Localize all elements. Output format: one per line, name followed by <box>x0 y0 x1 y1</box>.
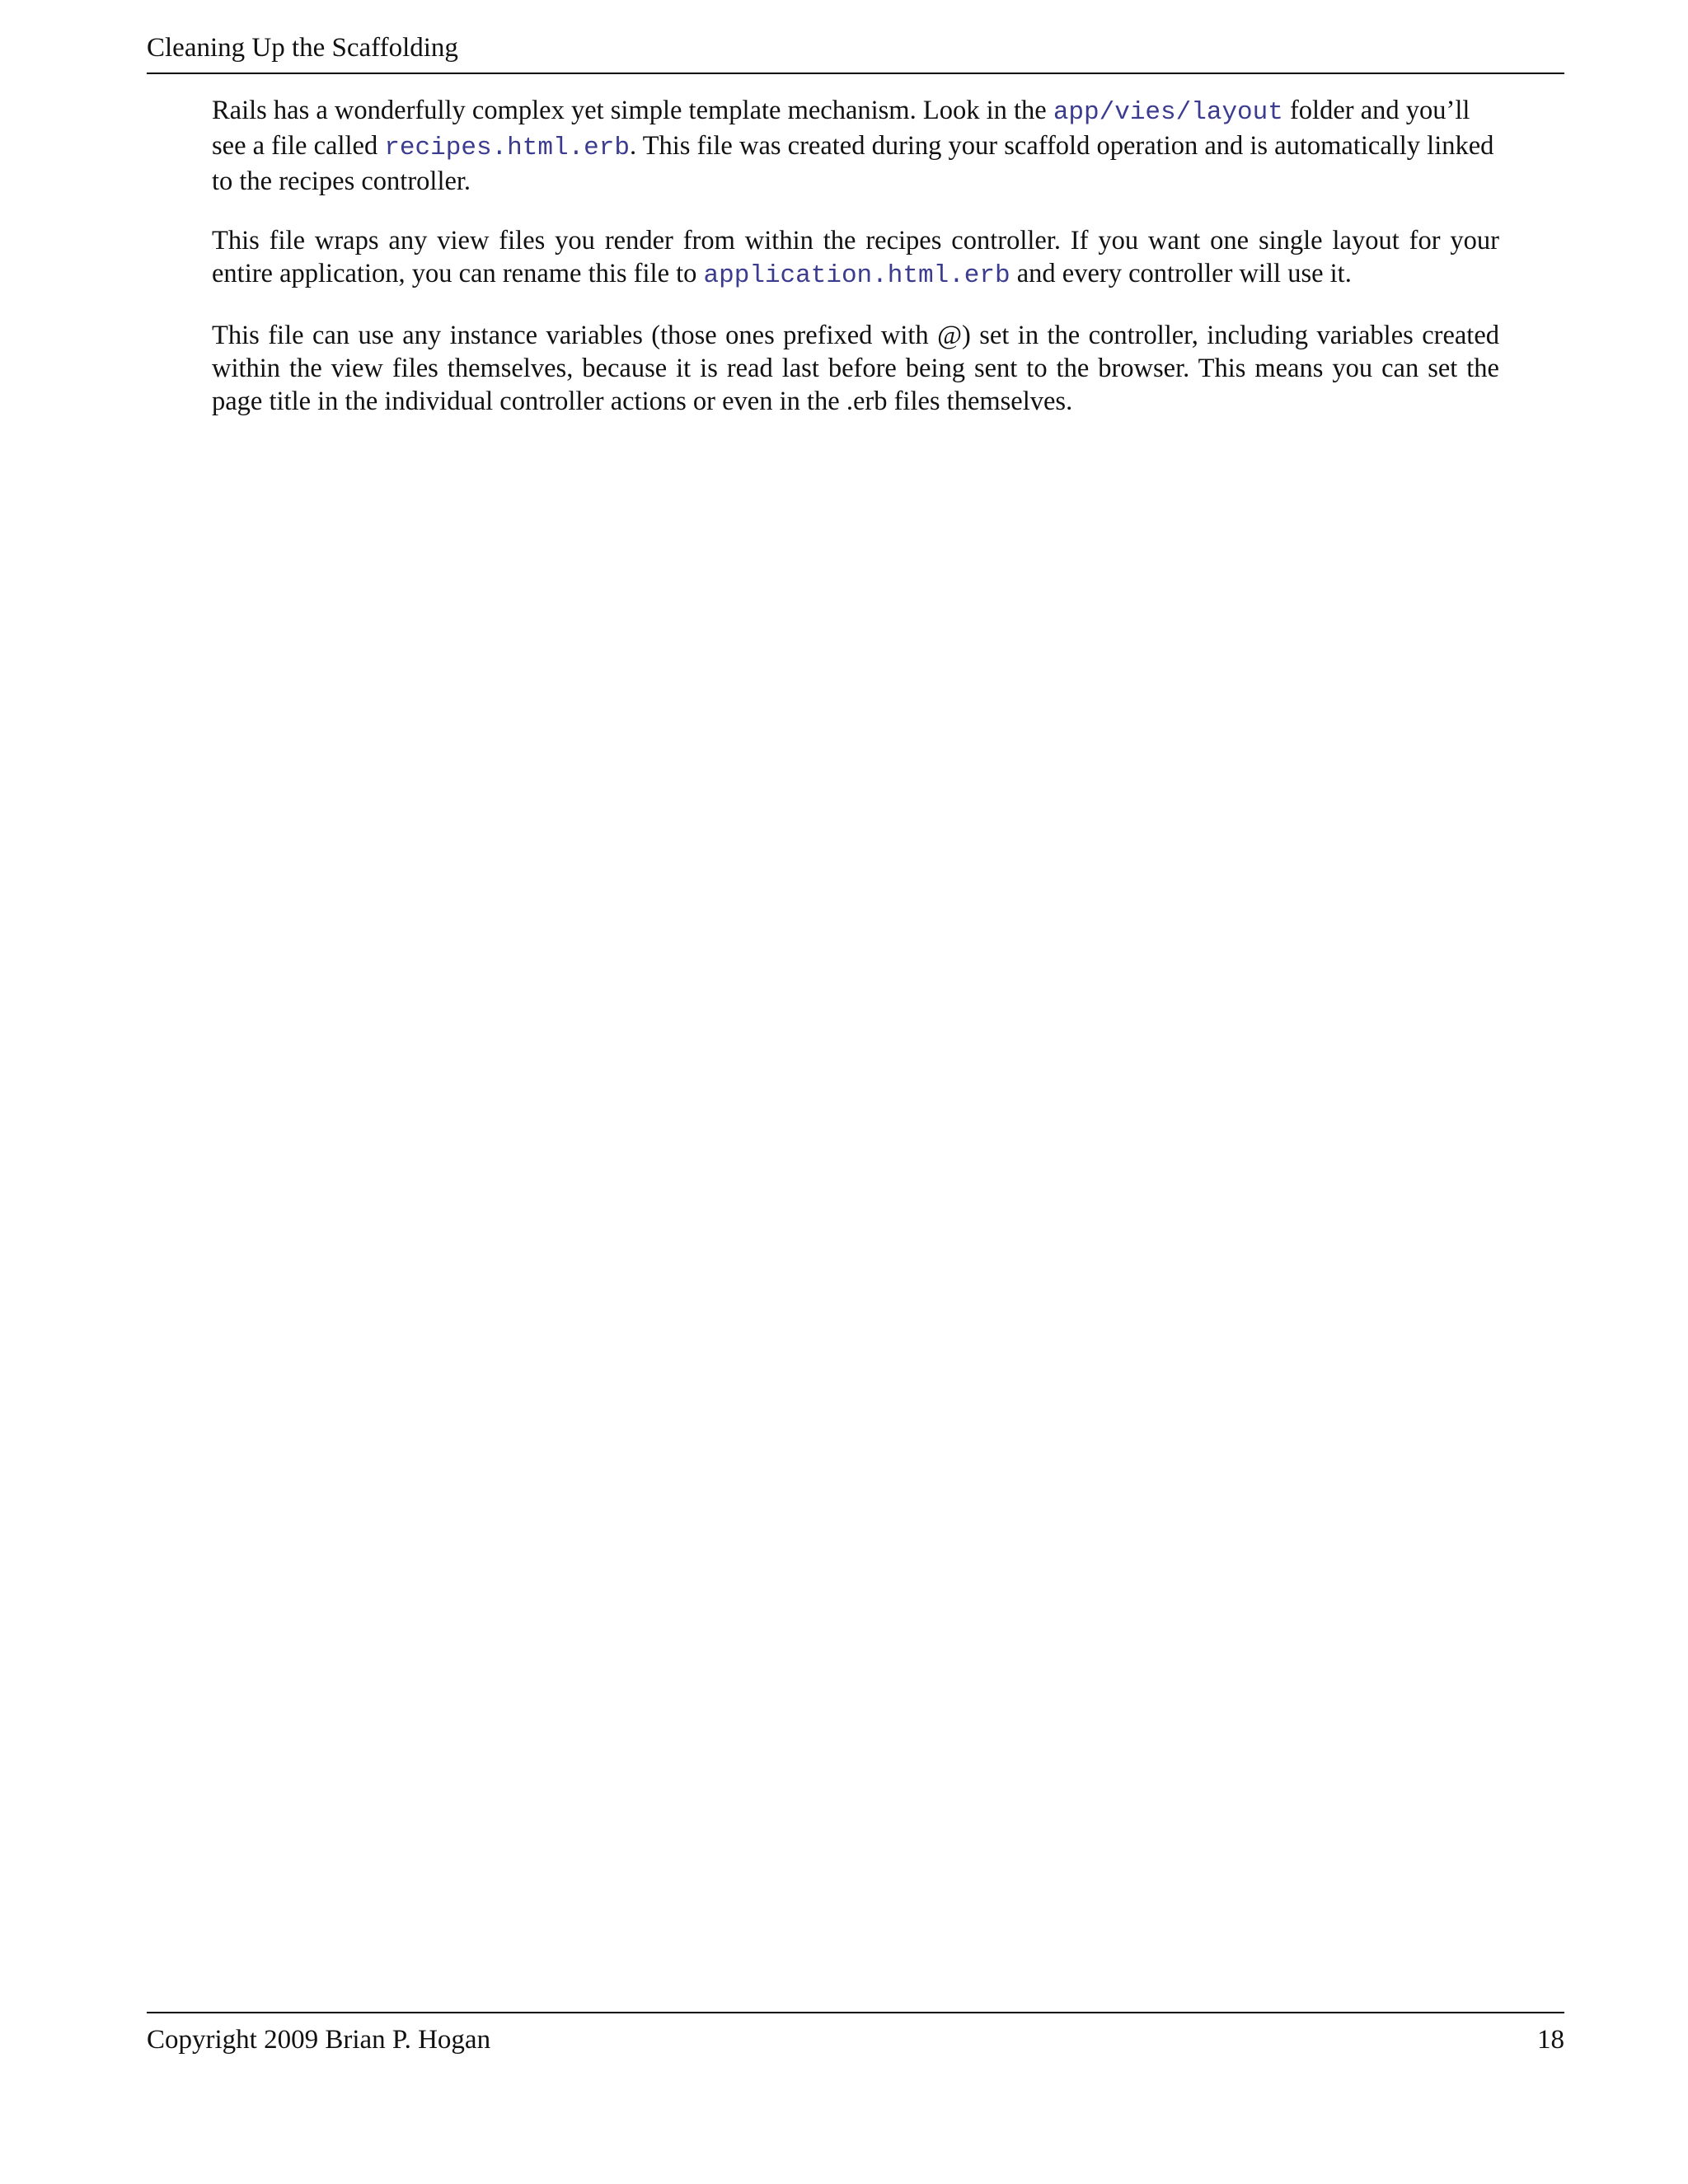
paragraph-text: Rails has a wonderfully complex yet simple template mechanism. Look in the <box>212 96 1053 125</box>
paragraph-text: and every controller will use it. <box>1010 259 1352 288</box>
inline-code-path: app/vies/layout <box>1053 98 1283 127</box>
paragraph-text: This file wraps any view files you render from within the recipes controller. If you want one single layout for your entire application, you can rename this file to <box>212 226 1499 288</box>
copyright-notice: Copyright 2009 Brian P. Hogan <box>147 2025 491 2055</box>
page-number: 18 <box>1537 2025 1564 2055</box>
running-header-title: Cleaning Up the Scaffolding <box>147 33 458 63</box>
paragraph-text: This file can use any instance variables (those ones prefixed with @) set in the controller, including variables created within the view files themselves, because it is read last before being sent to the browser. This means you can set the page title in the individual controller actions or even in the .erb files themselves. <box>212 321 1499 416</box>
paragraph-text: folder and you’ll see a file called <box>212 96 1470 161</box>
paragraph <box>212 94 1499 198</box>
page-footer <box>147 2012 1564 2063</box>
inline-code-filename: recipes.html.erb <box>384 134 630 162</box>
paragraph <box>212 319 1499 418</box>
paragraph-text: . This file was created during your scaffold operation and is automatically linked to the recipes controller. <box>212 131 1494 196</box>
paragraph <box>212 224 1499 293</box>
page-header <box>147 30 1564 74</box>
inline-code-filename: application.html.erb <box>703 261 1010 290</box>
body-text <box>212 94 1499 444</box>
